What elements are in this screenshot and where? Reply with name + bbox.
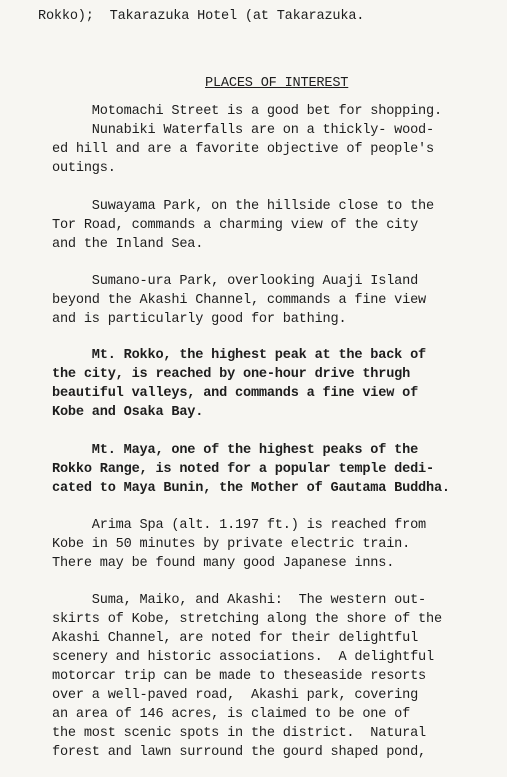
text-line: an area of 146 acres, is claimed to be one of [52, 707, 411, 722]
text-line: forest and lawn surround the gourd shaped pond, [52, 745, 427, 760]
text-line: the city, is reached by one-hour drive thrugh [52, 367, 411, 382]
text-line: outings. [52, 161, 116, 176]
text-line: over a well-paved road, Akashi park, covering [52, 688, 419, 703]
text-line: Arima Spa (alt. 1.197 ft.) is reached from [52, 518, 427, 533]
text-line: scenery and historic associations. A delightful [52, 650, 434, 665]
text-line: Mt. Rokko, the highest peak at the back of [52, 348, 427, 363]
text-line: Nunabiki Waterfalls are on a thickly- wood- [52, 123, 434, 138]
text-line: Suwayama Park, on the hillside close to the [52, 199, 434, 214]
header-line: Rokko); Takarazuka Hotel (at Takarazuka. [38, 9, 365, 24]
text-line: skirts of Kobe, stretching along the shore of the [52, 612, 442, 627]
text-line: Kobe and Osaka Bay. [52, 405, 204, 420]
text-line: Suma, Maiko, and Akashi: The western out- [52, 593, 427, 608]
text-line: and is particularly good for bathing. [52, 312, 347, 327]
section-title: PLACES OF INTEREST [205, 76, 349, 91]
text-line: beautiful valleys, and commands a fine view of [52, 386, 419, 401]
text-line: the most scenic spots in the district. Natural [52, 726, 427, 741]
text-line: Mt. Maya, one of the highest peaks of the [52, 443, 419, 458]
text-line: and the Inland Sea. [52, 237, 204, 252]
text-line: beyond the Akashi Channel, commands a fine view [52, 293, 427, 308]
text-line: Tor Road, commands a charming view of the city [52, 218, 419, 233]
text-line: Akashi Channel, are noted for their delightful [52, 631, 419, 646]
text-line: Rokko Range, is noted for a popular temple dedi- [52, 462, 434, 477]
text-line: ed hill and are a favorite objective of people's [52, 142, 434, 157]
text-line: motorcar trip can be made to theseaside resorts [52, 669, 427, 684]
text-line: Motomachi Street is a good bet for shopping. [52, 104, 442, 119]
text-line: cated to Maya Bunin, the Mother of Gautama Buddha. [52, 481, 450, 496]
text-line: Kobe in 50 minutes by private electric train. [52, 537, 411, 552]
text-line: Sumano-ura Park, overlooking Auaji Island [52, 274, 419, 289]
text-line: There may be found many good Japanese inns. [52, 556, 395, 571]
